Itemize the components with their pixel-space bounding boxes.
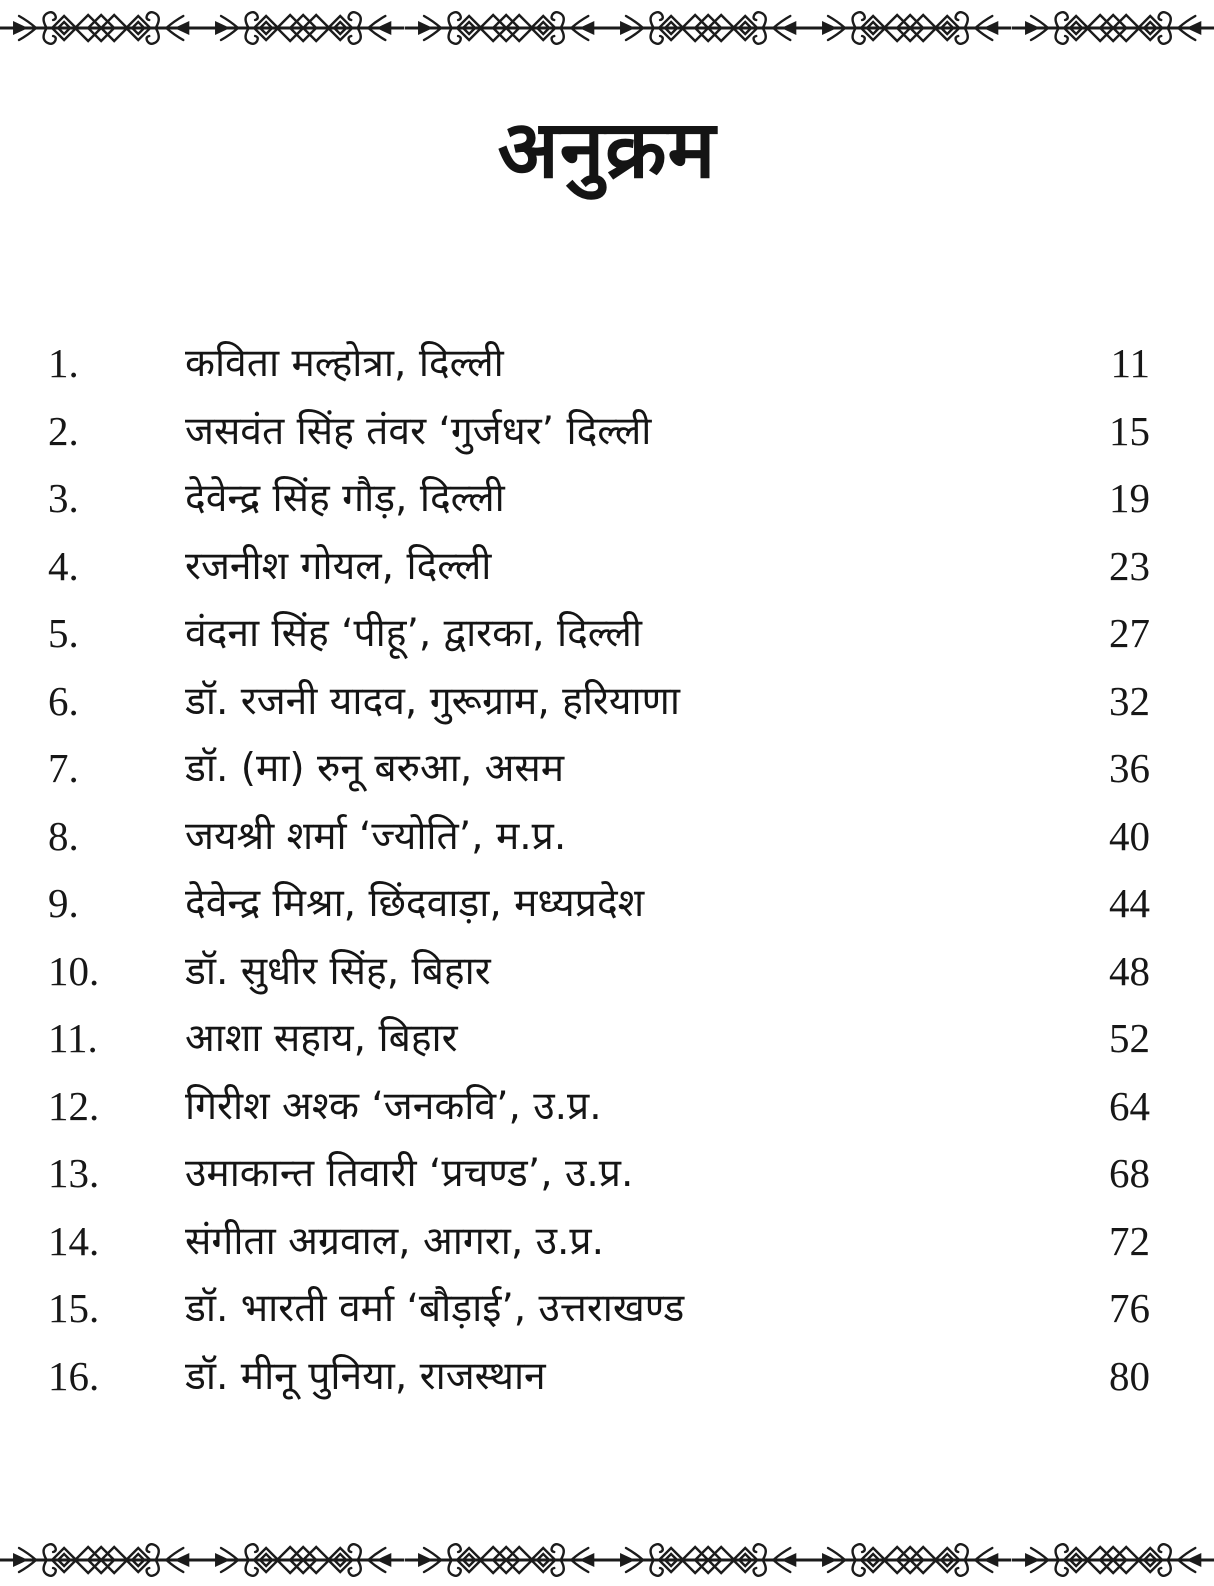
entry-number: 7. [48, 745, 79, 791]
entry-number: 1. [48, 340, 79, 386]
ornament-divider-icon [809, 6, 1011, 50]
entry-page: 15 [1109, 407, 1150, 454]
entry-page: 19 [1109, 475, 1150, 521]
toc-row [48, 938, 1150, 1006]
entry-name: डॉ. भारती वर्मा ‘बौड़ाई’, उत्तराखण्ड [185, 1286, 685, 1331]
entry-number: 6. [48, 677, 79, 724]
entry-name: जसवंत सिंह तंवर ‘गुर्जधर’ दिल्ली [185, 408, 652, 454]
toc-row [48, 465, 1150, 533]
ornament-divider-icon [607, 1538, 809, 1582]
entry-page: 52 [1109, 1015, 1150, 1061]
toc-list [48, 330, 1150, 1410]
entry-name: देवेन्द्र मिश्रा, छिंदवाड़ा, मध्यप्रदेश [185, 881, 645, 926]
entry-name: जयश्री शर्मा ‘ज्योति’, म.प्र. [185, 813, 567, 859]
entry-name: डॉ. सुधीर सिंह, बिहार [185, 948, 491, 994]
entry-page: 32 [1109, 677, 1150, 724]
entry-number: 14. [48, 1217, 100, 1264]
toc-row [48, 803, 1150, 871]
entry-number: 13. [48, 1150, 100, 1196]
toc-row [48, 1140, 1150, 1208]
entry-number: 10. [48, 947, 100, 994]
ornament-divider-icon [405, 6, 607, 50]
ornament-divider-icon [405, 1538, 607, 1582]
toc-row [48, 1208, 1150, 1276]
entry-page: 44 [1109, 880, 1150, 926]
entry-page: 48 [1109, 947, 1150, 994]
ornament-divider-icon [607, 6, 809, 50]
entry-name: वंदना सिंह ‘पीहू’, द्वारका, दिल्ली [185, 611, 642, 656]
page-title: अनुक्रम [497, 103, 717, 196]
toc-row [48, 1073, 1150, 1141]
entry-page: 23 [1109, 542, 1150, 589]
ornament-divider-icon [202, 6, 404, 50]
toc-row [48, 600, 1150, 668]
ornament-border-top [0, 6, 1214, 50]
entry-number: 4. [48, 542, 79, 589]
entry-number: 15. [48, 1285, 100, 1331]
entry-number: 3. [48, 475, 79, 521]
ornament-divider-icon [0, 1538, 202, 1582]
entry-number: 9. [48, 880, 79, 926]
toc-row [48, 735, 1150, 803]
entry-page: 64 [1109, 1082, 1150, 1129]
entry-page: 80 [1109, 1352, 1150, 1399]
entry-page: 72 [1109, 1217, 1150, 1264]
entry-name: उमाकान्त तिवारी ‘प्रचण्ड’, उ.प्र. [185, 1151, 634, 1196]
entry-page: 27 [1109, 610, 1150, 656]
entry-name: डॉ. (मा) रुनू बरुआ, असम [185, 746, 565, 791]
entry-number: 11. [48, 1015, 98, 1061]
toc-row [48, 870, 1150, 938]
entry-number: 12. [48, 1082, 100, 1129]
toc-row [48, 1275, 1150, 1343]
entry-page: 68 [1109, 1150, 1150, 1196]
entry-name: डॉ. मीनू पुनिया, राजस्थान [185, 1353, 546, 1399]
toc-row [48, 533, 1150, 601]
toc-row [48, 668, 1150, 736]
entry-name: संगीता अग्रवाल, आगरा, उ.प्र. [185, 1218, 604, 1264]
entry-page: 76 [1109, 1285, 1150, 1331]
entry-name: देवेन्द्र सिंह गौड़, दिल्ली [185, 476, 505, 521]
entry-name: आशा सहाय, बिहार [185, 1016, 458, 1061]
toc-row [48, 1005, 1150, 1073]
entry-number: 2. [48, 407, 79, 454]
entry-name: डॉ. रजनी यादव, गुरूग्राम, हरियाणा [185, 678, 680, 724]
entry-page: 40 [1109, 812, 1150, 859]
entry-number: 8. [48, 812, 79, 859]
ornament-divider-icon [809, 1538, 1011, 1582]
ornament-divider-icon [0, 6, 202, 50]
ornament-divider-icon [1012, 6, 1214, 50]
entry-page: 11 [1110, 340, 1150, 386]
toc-row [48, 1343, 1150, 1411]
entry-name: कविता मल्होत्रा, दिल्ली [185, 341, 504, 386]
entry-name: रजनीश गोयल, दिल्ली [185, 543, 492, 589]
ornament-border-bottom [0, 1538, 1214, 1582]
entry-number: 16. [48, 1352, 100, 1399]
toc-row [48, 330, 1150, 398]
entry-number: 5. [48, 610, 79, 656]
ornament-divider-icon [1012, 1538, 1214, 1582]
entry-page: 36 [1109, 745, 1150, 791]
entry-name: गिरीश अश्क ‘जनकवि’, उ.प्र. [185, 1083, 602, 1129]
ornament-divider-icon [202, 1538, 404, 1582]
toc-row [48, 398, 1150, 466]
